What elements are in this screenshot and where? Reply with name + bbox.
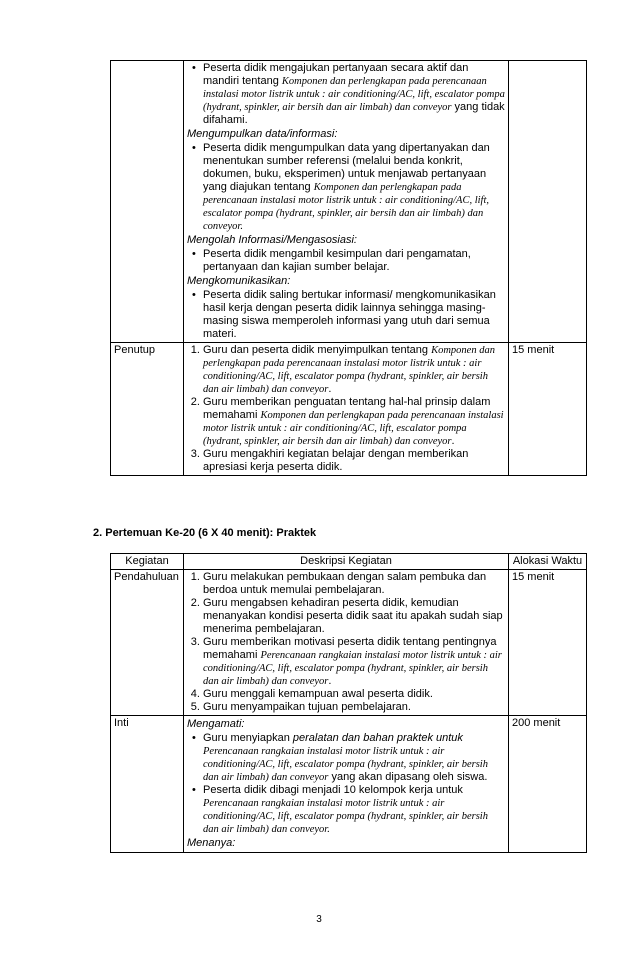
list-item: • Guru menyiapkan peralatan dan bahan praktek untuk Perencanaan rangkaian instalasi motor listrik untuk : air conditioning/AC, lift, escalator pompa (hydrant, spinkler, air bersih dan air limbah) dan conveyor yang akan dipasang oleh siswa. xyxy=(203,732,505,784)
subheading: Menanya: xyxy=(187,837,236,849)
table-row xyxy=(111,61,587,343)
section-heading: 2. Pertemuan Ke-20 (6 X 40 menit): Praktek xyxy=(93,527,317,539)
activity-cell: Pendahuluan xyxy=(111,570,184,716)
list-item: 5. Guru menyampaikan tujuan pembelajaran. xyxy=(203,701,505,714)
list-item: 4. Guru menggali kemampuan awal peserta didik. xyxy=(203,688,505,701)
subheading: Mengumpulkan data/informasi: xyxy=(187,128,338,140)
table-row xyxy=(111,343,587,476)
table-row xyxy=(111,570,587,716)
numbered-list xyxy=(187,344,505,474)
list-item: • Peserta didik mengumpulkan data yang dipertanyakan dan menentukan sumber referensi (melalui benda konkrit, dokumen, buku, eksperimen) untuk menjawab pertanyaan yang diajukan tentang Komponen dan perlengkapan pada perencanaan instalasi motor listrik untuk : air conditioning/AC, lift, escalator pompa (hydrant, spinkler, air bersih dan air limbah) dan conveyor. xyxy=(203,142,505,233)
list-item: • Peserta didik mengajukan pertanyaan secara aktif dan mandiri tentang Komponen dan perlengkapan pada perencanaan instalasi motor listrik untuk : air conditioning/AC, lift, escalator pompa (hydrant, spinkler, air bersih dan air limbah) dan conveyor yang tidak difahami. xyxy=(203,62,505,127)
page-number: 3 xyxy=(316,914,322,925)
description-cell xyxy=(184,570,509,716)
list-item: 3. Guru mengakhiri kegiatan belajar dengan memberikan apresiasi kerja peserta didik. xyxy=(203,448,505,474)
time-cell: 15 menit xyxy=(509,570,587,716)
activity-cell: Inti xyxy=(111,716,184,853)
activity-cell xyxy=(111,61,184,343)
description-cell xyxy=(184,716,509,853)
table-row xyxy=(111,716,587,853)
subheading: Mengamati: xyxy=(187,718,245,730)
bullet-list xyxy=(187,62,505,127)
lesson-table xyxy=(110,553,587,853)
time-cell xyxy=(509,61,587,343)
time-cell: 200 menit xyxy=(509,716,587,853)
list-item: 1. Guru melakukan pembukaan dengan salam pembuka dan berdoa untuk memulai pembelajaran. xyxy=(203,571,505,597)
description-cell xyxy=(184,343,509,476)
lesson-table-continued xyxy=(110,60,587,476)
list-item: 3. Guru memberikan motivasi peserta didik tentang pentingnya memahami Perencanaan rangkaian instalasi motor listrik untuk : air conditioning/AC, lift, escalator pompa (hydrant, spinkler, air bersih dan air limbah) dan conveyor. xyxy=(203,636,505,688)
list-item: 2. Guru memberikan penguatan tentang hal-hal prinsip dalam memahami Komponen dan perlengkapan pada perencanaan instalasi motor listrik untuk : air conditioning/AC, lift, escalator pompa (hydrant, spinkler, air bersih dan air limbah) dan conveyor. xyxy=(203,396,505,448)
list-item: 2. Guru mengabsen kehadiran peserta didik, kemudian menanyakan kondisi peserta didik saat itu apakah sudah siap menerima pembelajaran. xyxy=(203,597,505,636)
header-alokasi: Alokasi Waktu xyxy=(509,554,587,570)
list-item: 1. Guru dan peserta didik menyimpulkan tentang Komponen dan perlengkapan pada perencanaan instalasi motor listrik untuk : air conditioning/AC, lift, escalator pompa (hydrant, spinkler, air bersih dan air limbah) dan conveyor. xyxy=(203,344,505,396)
list-item: • Peserta didik dibagi menjadi 10 kelompok kerja untuk Perencanaan rangkaian instalasi motor listrik untuk : air conditioning/AC, lift, escalator pompa (hydrant, spinkler, air bersih dan air limbah) dan conveyor. xyxy=(203,784,505,836)
bullet-list xyxy=(187,142,505,233)
subheading: Mengolah Informasi/Mengasosiasi: xyxy=(187,234,357,246)
list-item: • Peserta didik saling bertukar informasi/ mengkomunikasikan hasil kerja dengan peserta didik lainnya sehingga masing-masing siswa memperoleh informasi yang utuh dari semua materi. xyxy=(203,289,505,341)
bullet-list xyxy=(187,732,505,836)
numbered-list xyxy=(187,571,505,714)
subheading: Mengkomunikasikan: xyxy=(187,275,291,287)
list-item: • Peserta didik mengambil kesimpulan dari pengamatan, pertanyaan dan kajian sumber belajar. xyxy=(203,248,505,274)
description-cell xyxy=(184,61,509,343)
header-kegiatan: Kegiatan xyxy=(111,554,184,570)
activity-cell: Penutup xyxy=(111,343,184,476)
time-cell: 15 menit xyxy=(509,343,587,476)
table-header-row xyxy=(111,554,587,570)
bullet-list xyxy=(187,248,505,274)
header-deskripsi: Deskripsi Kegiatan xyxy=(184,554,509,570)
bullet-list xyxy=(187,289,505,341)
